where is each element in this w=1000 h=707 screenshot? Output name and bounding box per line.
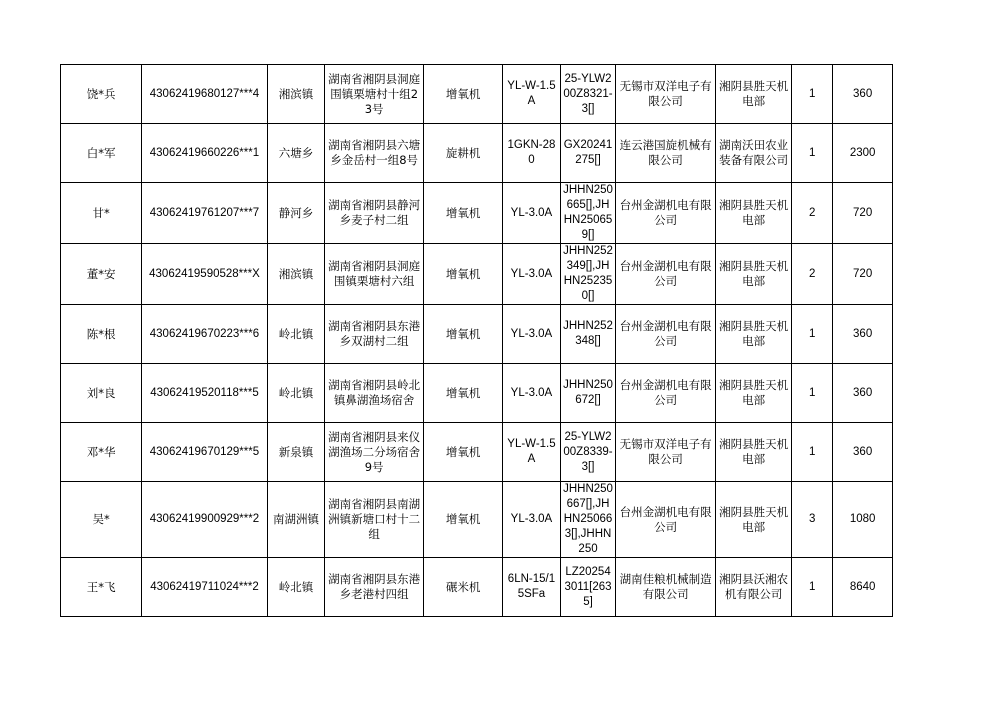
dealer-cell: 湘阴县胜天机电部 [716, 423, 792, 482]
subsidy-amount-cell: 720 [833, 244, 893, 305]
manufacturer-cell: 台州金湖机电有限公司 [616, 482, 716, 558]
town-cell: 岭北镇 [267, 558, 325, 617]
town-cell: 静河乡 [267, 183, 325, 244]
id-number-cell: 43062419670129***5 [142, 423, 267, 482]
subsidy-amount-cell: 360 [833, 65, 893, 124]
id-number-cell: 43062419761207***7 [142, 183, 267, 244]
address-cell: 湖南省湘阴县洞庭围镇栗塘村十组23号 [325, 65, 424, 124]
dealer-cell: 湖南沃田农业装备有限公司 [716, 124, 792, 183]
subsidy-amount-cell: 360 [833, 364, 893, 423]
manufacturer-cell: 湖南佳粮机械制造有限公司 [616, 558, 716, 617]
subsidy-amount-cell: 2300 [833, 124, 893, 183]
dealer-cell: 湘阴县沃湘农机有限公司 [716, 558, 792, 617]
subsidy-amount-cell: 720 [833, 183, 893, 244]
machine-type-cell: 增氧机 [423, 305, 502, 364]
model-cell: YL-3.0A [503, 305, 561, 364]
serial-number-cell: JHHN250665[],JHHN250659[] [560, 183, 616, 244]
dealer-cell: 湘阴县胜天机电部 [716, 364, 792, 423]
manufacturer-cell: 台州金湖机电有限公司 [616, 305, 716, 364]
model-cell: 1GKN-280 [503, 124, 561, 183]
table-row [61, 305, 893, 364]
quantity-cell: 1 [792, 423, 833, 482]
model-cell: YL-3.0A [503, 183, 561, 244]
table-row [61, 244, 893, 305]
buyer-name-cell: 甘* [61, 183, 142, 244]
model-cell: 6LN-15/15SFa [503, 558, 561, 617]
model-cell: YL-W-1.5A [503, 423, 561, 482]
id-number-cell: 43062419660226***1 [142, 124, 267, 183]
buyer-name-cell: 王*飞 [61, 558, 142, 617]
manufacturer-cell: 连云港国旋机械有限公司 [616, 124, 716, 183]
quantity-cell: 3 [792, 482, 833, 558]
id-number-cell: 43062419520118***5 [142, 364, 267, 423]
machine-type-cell: 增氧机 [423, 364, 502, 423]
quantity-cell: 1 [792, 364, 833, 423]
table-row [61, 124, 893, 183]
manufacturer-cell: 台州金湖机电有限公司 [616, 244, 716, 305]
subsidy-amount-cell: 1080 [833, 482, 893, 558]
quantity-cell: 2 [792, 244, 833, 305]
table-row [61, 183, 893, 244]
town-cell: 新泉镇 [267, 423, 325, 482]
model-cell: YL-W-1.5A [503, 65, 561, 124]
town-cell: 岭北镇 [267, 305, 325, 364]
machine-type-cell: 旋耕机 [423, 124, 502, 183]
address-cell: 湖南省湘阴县岭北镇鼻湖渔场宿舍 [325, 364, 424, 423]
subsidy-amount-cell: 360 [833, 423, 893, 482]
serial-number-cell: JHHN250672[] [560, 364, 616, 423]
id-number-cell: 43062419711024***2 [142, 558, 267, 617]
manufacturer-cell: 台州金湖机电有限公司 [616, 183, 716, 244]
address-cell: 湖南省湘阴县来仪湖渔场二分场宿舍9号 [325, 423, 424, 482]
town-cell: 湘滨镇 [267, 244, 325, 305]
serial-number-cell: JHHN250667[],JHHN250663[],JHHN250 [560, 482, 616, 558]
address-cell: 湖南省湘阴县东港乡老港村四组 [325, 558, 424, 617]
serial-number-cell: 25-YLW200Z8339-3[] [560, 423, 616, 482]
table-row [61, 558, 893, 617]
table-row [61, 65, 893, 124]
address-cell: 湖南省湘阴县东港乡双湖村二组 [325, 305, 424, 364]
machine-type-cell: 增氧机 [423, 482, 502, 558]
serial-number-cell: 25-YLW200Z8321-3[] [560, 65, 616, 124]
id-number-cell: 43062419680127***4 [142, 65, 267, 124]
serial-number-cell: JHHN252349[],JHHN252350[] [560, 244, 616, 305]
town-cell: 岭北镇 [267, 364, 325, 423]
serial-number-cell: LZ202543011[2635] [560, 558, 616, 617]
buyer-name-cell: 刘*良 [61, 364, 142, 423]
model-cell: YL-3.0A [503, 244, 561, 305]
quantity-cell: 1 [792, 305, 833, 364]
town-cell: 六塘乡 [267, 124, 325, 183]
buyer-name-cell: 陈*根 [61, 305, 142, 364]
buyer-name-cell: 饶*兵 [61, 65, 142, 124]
dealer-cell: 湘阴县胜天机电部 [716, 305, 792, 364]
model-cell: YL-3.0A [503, 364, 561, 423]
manufacturer-cell: 台州金湖机电有限公司 [616, 364, 716, 423]
id-number-cell: 43062419670223***6 [142, 305, 267, 364]
quantity-cell: 1 [792, 65, 833, 124]
subsidy-amount-cell: 8640 [833, 558, 893, 617]
town-cell: 湘滨镇 [267, 65, 325, 124]
address-cell: 湖南省湘阴县南湖洲镇新塘口村十二组 [325, 482, 424, 558]
address-cell: 湖南省湘阴县静河乡麦子村二组 [325, 183, 424, 244]
buyer-name-cell: 吴* [61, 482, 142, 558]
serial-number-cell: GX20241275[] [560, 124, 616, 183]
subsidy-amount-cell: 360 [833, 305, 893, 364]
machine-type-cell: 增氧机 [423, 65, 502, 124]
dealer-cell: 湘阴县胜天机电部 [716, 482, 792, 558]
address-cell: 湖南省湘阴县洞庭围镇栗塘村六组 [325, 244, 424, 305]
quantity-cell: 1 [792, 558, 833, 617]
quantity-cell: 1 [792, 124, 833, 183]
machine-type-cell: 碾米机 [423, 558, 502, 617]
subsidy-table [60, 64, 893, 617]
id-number-cell: 43062419900929***2 [142, 482, 267, 558]
manufacturer-cell: 无锡市双洋电子有限公司 [616, 423, 716, 482]
buyer-name-cell: 白*军 [61, 124, 142, 183]
buyer-name-cell: 董*安 [61, 244, 142, 305]
dealer-cell: 湘阴县胜天机电部 [716, 244, 792, 305]
manufacturer-cell: 无锡市双洋电子有限公司 [616, 65, 716, 124]
machine-type-cell: 增氧机 [423, 183, 502, 244]
machine-type-cell: 增氧机 [423, 244, 502, 305]
model-cell: YL-3.0A [503, 482, 561, 558]
table-row [61, 482, 893, 558]
town-cell: 南湖洲镇 [267, 482, 325, 558]
table-row [61, 364, 893, 423]
id-number-cell: 43062419590528***X [142, 244, 267, 305]
dealer-cell: 湘阴县胜天机电部 [716, 65, 792, 124]
serial-number-cell: JHHN252348[] [560, 305, 616, 364]
dealer-cell: 湘阴县胜天机电部 [716, 183, 792, 244]
table-row [61, 423, 893, 482]
buyer-name-cell: 邓*华 [61, 423, 142, 482]
machine-type-cell: 增氧机 [423, 423, 502, 482]
quantity-cell: 2 [792, 183, 833, 244]
address-cell: 湖南省湘阴县六塘乡金岳村一组8号 [325, 124, 424, 183]
